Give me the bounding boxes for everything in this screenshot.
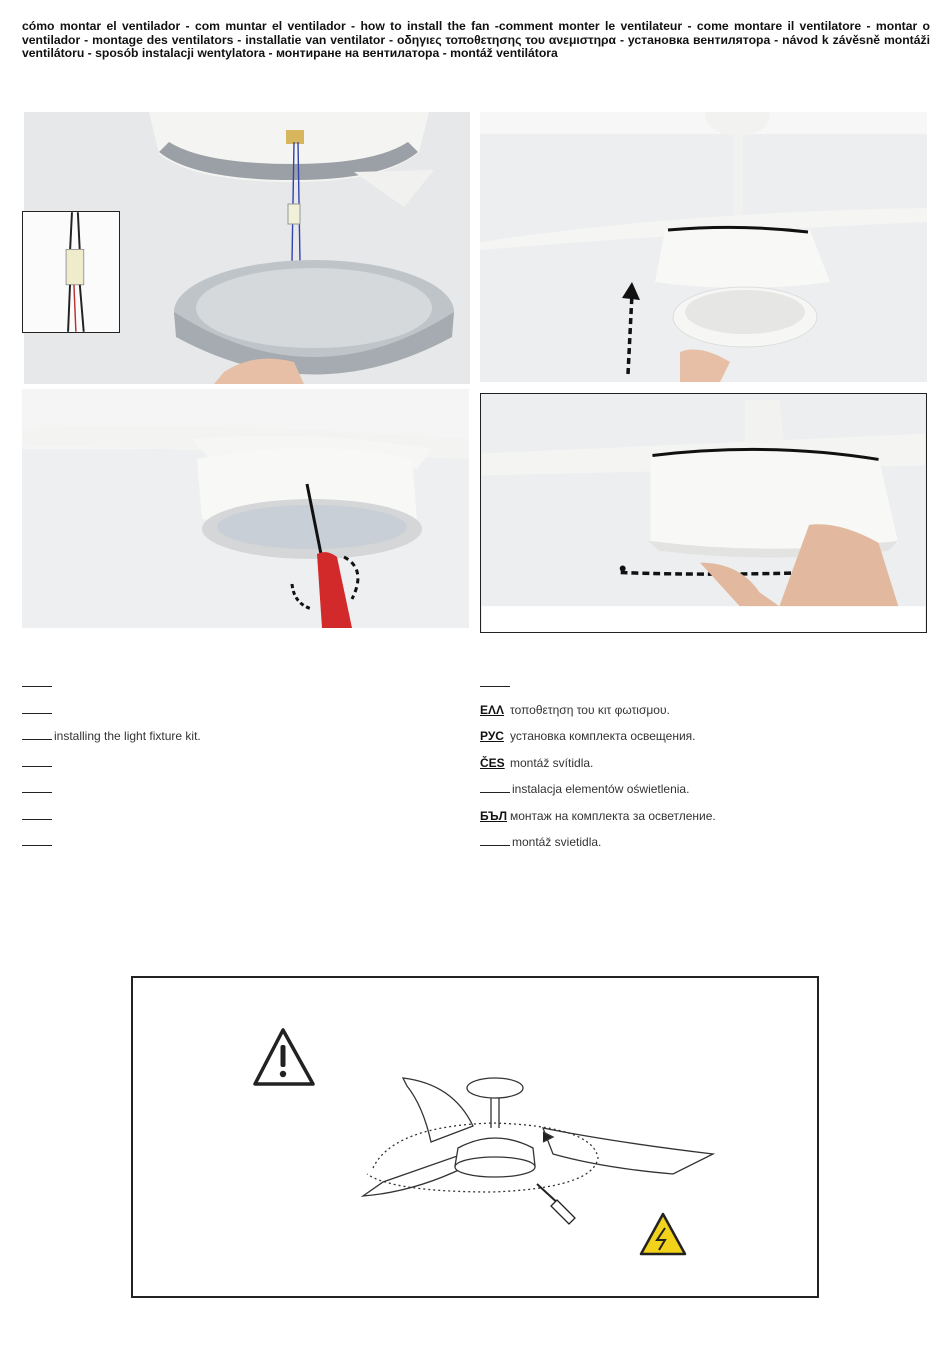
language-code bbox=[22, 835, 52, 846]
photo-step-2-lift-light-cover bbox=[480, 112, 927, 382]
page-header: cómo montar el ventilador - com muntar el ventilador - how to install the fan -comment monter le ventilateur - come montare il ventilatore - montar o ventilador - montage des ventilators - installatie van ventilator - οδηγιες τοποθετησης του ανεμιστηρα - установка вентилятора - návod k závěsně montáži ventilátoru - sposób instalacji wentylatora - монтиране на вентилатора - montáž ventilátora bbox=[22, 19, 930, 60]
instruction-text: монтаж на комплекта за осветление. bbox=[510, 808, 716, 823]
language-code bbox=[480, 676, 510, 687]
photo-step-3-screw-light-kit bbox=[22, 389, 469, 628]
language-code bbox=[480, 835, 510, 846]
language-code bbox=[22, 729, 52, 740]
instruction-row bbox=[22, 808, 462, 835]
instruction-text: instalacja elementów oświetlenia. bbox=[512, 782, 690, 796]
language-code: РУС bbox=[480, 729, 504, 743]
language-code bbox=[22, 676, 52, 687]
instruction-row bbox=[480, 755, 920, 782]
instruction-row bbox=[22, 675, 462, 702]
wire-connector-inset bbox=[22, 211, 120, 333]
instruction-row bbox=[22, 781, 462, 808]
language-code: ΕΛΛ bbox=[480, 702, 505, 717]
photo-step-4-twist-cover bbox=[480, 393, 927, 633]
instruction-text: установка комплекта освещения. bbox=[510, 729, 696, 743]
instruction-row bbox=[480, 781, 920, 808]
instructions-left-column bbox=[22, 675, 462, 861]
fan-diagram bbox=[363, 1078, 713, 1224]
electric-hazard-icon bbox=[641, 1214, 685, 1254]
warning-triangle-icon bbox=[255, 1030, 313, 1084]
language-code bbox=[22, 756, 52, 767]
instructions-right-column bbox=[480, 675, 920, 861]
language-code: БЪЛ bbox=[480, 808, 508, 823]
instruction-row bbox=[22, 834, 462, 861]
instruction-text: installing the light fixture kit. bbox=[54, 729, 201, 743]
instruction-row bbox=[22, 755, 462, 782]
instruction-row bbox=[480, 675, 920, 702]
instruction-row bbox=[480, 834, 920, 861]
instruction-text: montáž svítidla. bbox=[510, 755, 594, 770]
language-code bbox=[22, 782, 52, 793]
instruction-row bbox=[480, 808, 920, 835]
language-code bbox=[480, 782, 510, 793]
instruction-row bbox=[480, 702, 920, 729]
instruction-text: τοποθετηση του κιτ φωτισμου. bbox=[510, 702, 670, 717]
instruction-row bbox=[480, 728, 920, 755]
warning-diagram-box bbox=[131, 976, 819, 1298]
instruction-row bbox=[22, 728, 462, 755]
language-code bbox=[22, 809, 52, 820]
language-code bbox=[22, 703, 52, 714]
language-code: ČES bbox=[480, 755, 505, 770]
instruction-text: montáž svietidla. bbox=[512, 835, 602, 849]
instruction-row bbox=[22, 702, 462, 729]
